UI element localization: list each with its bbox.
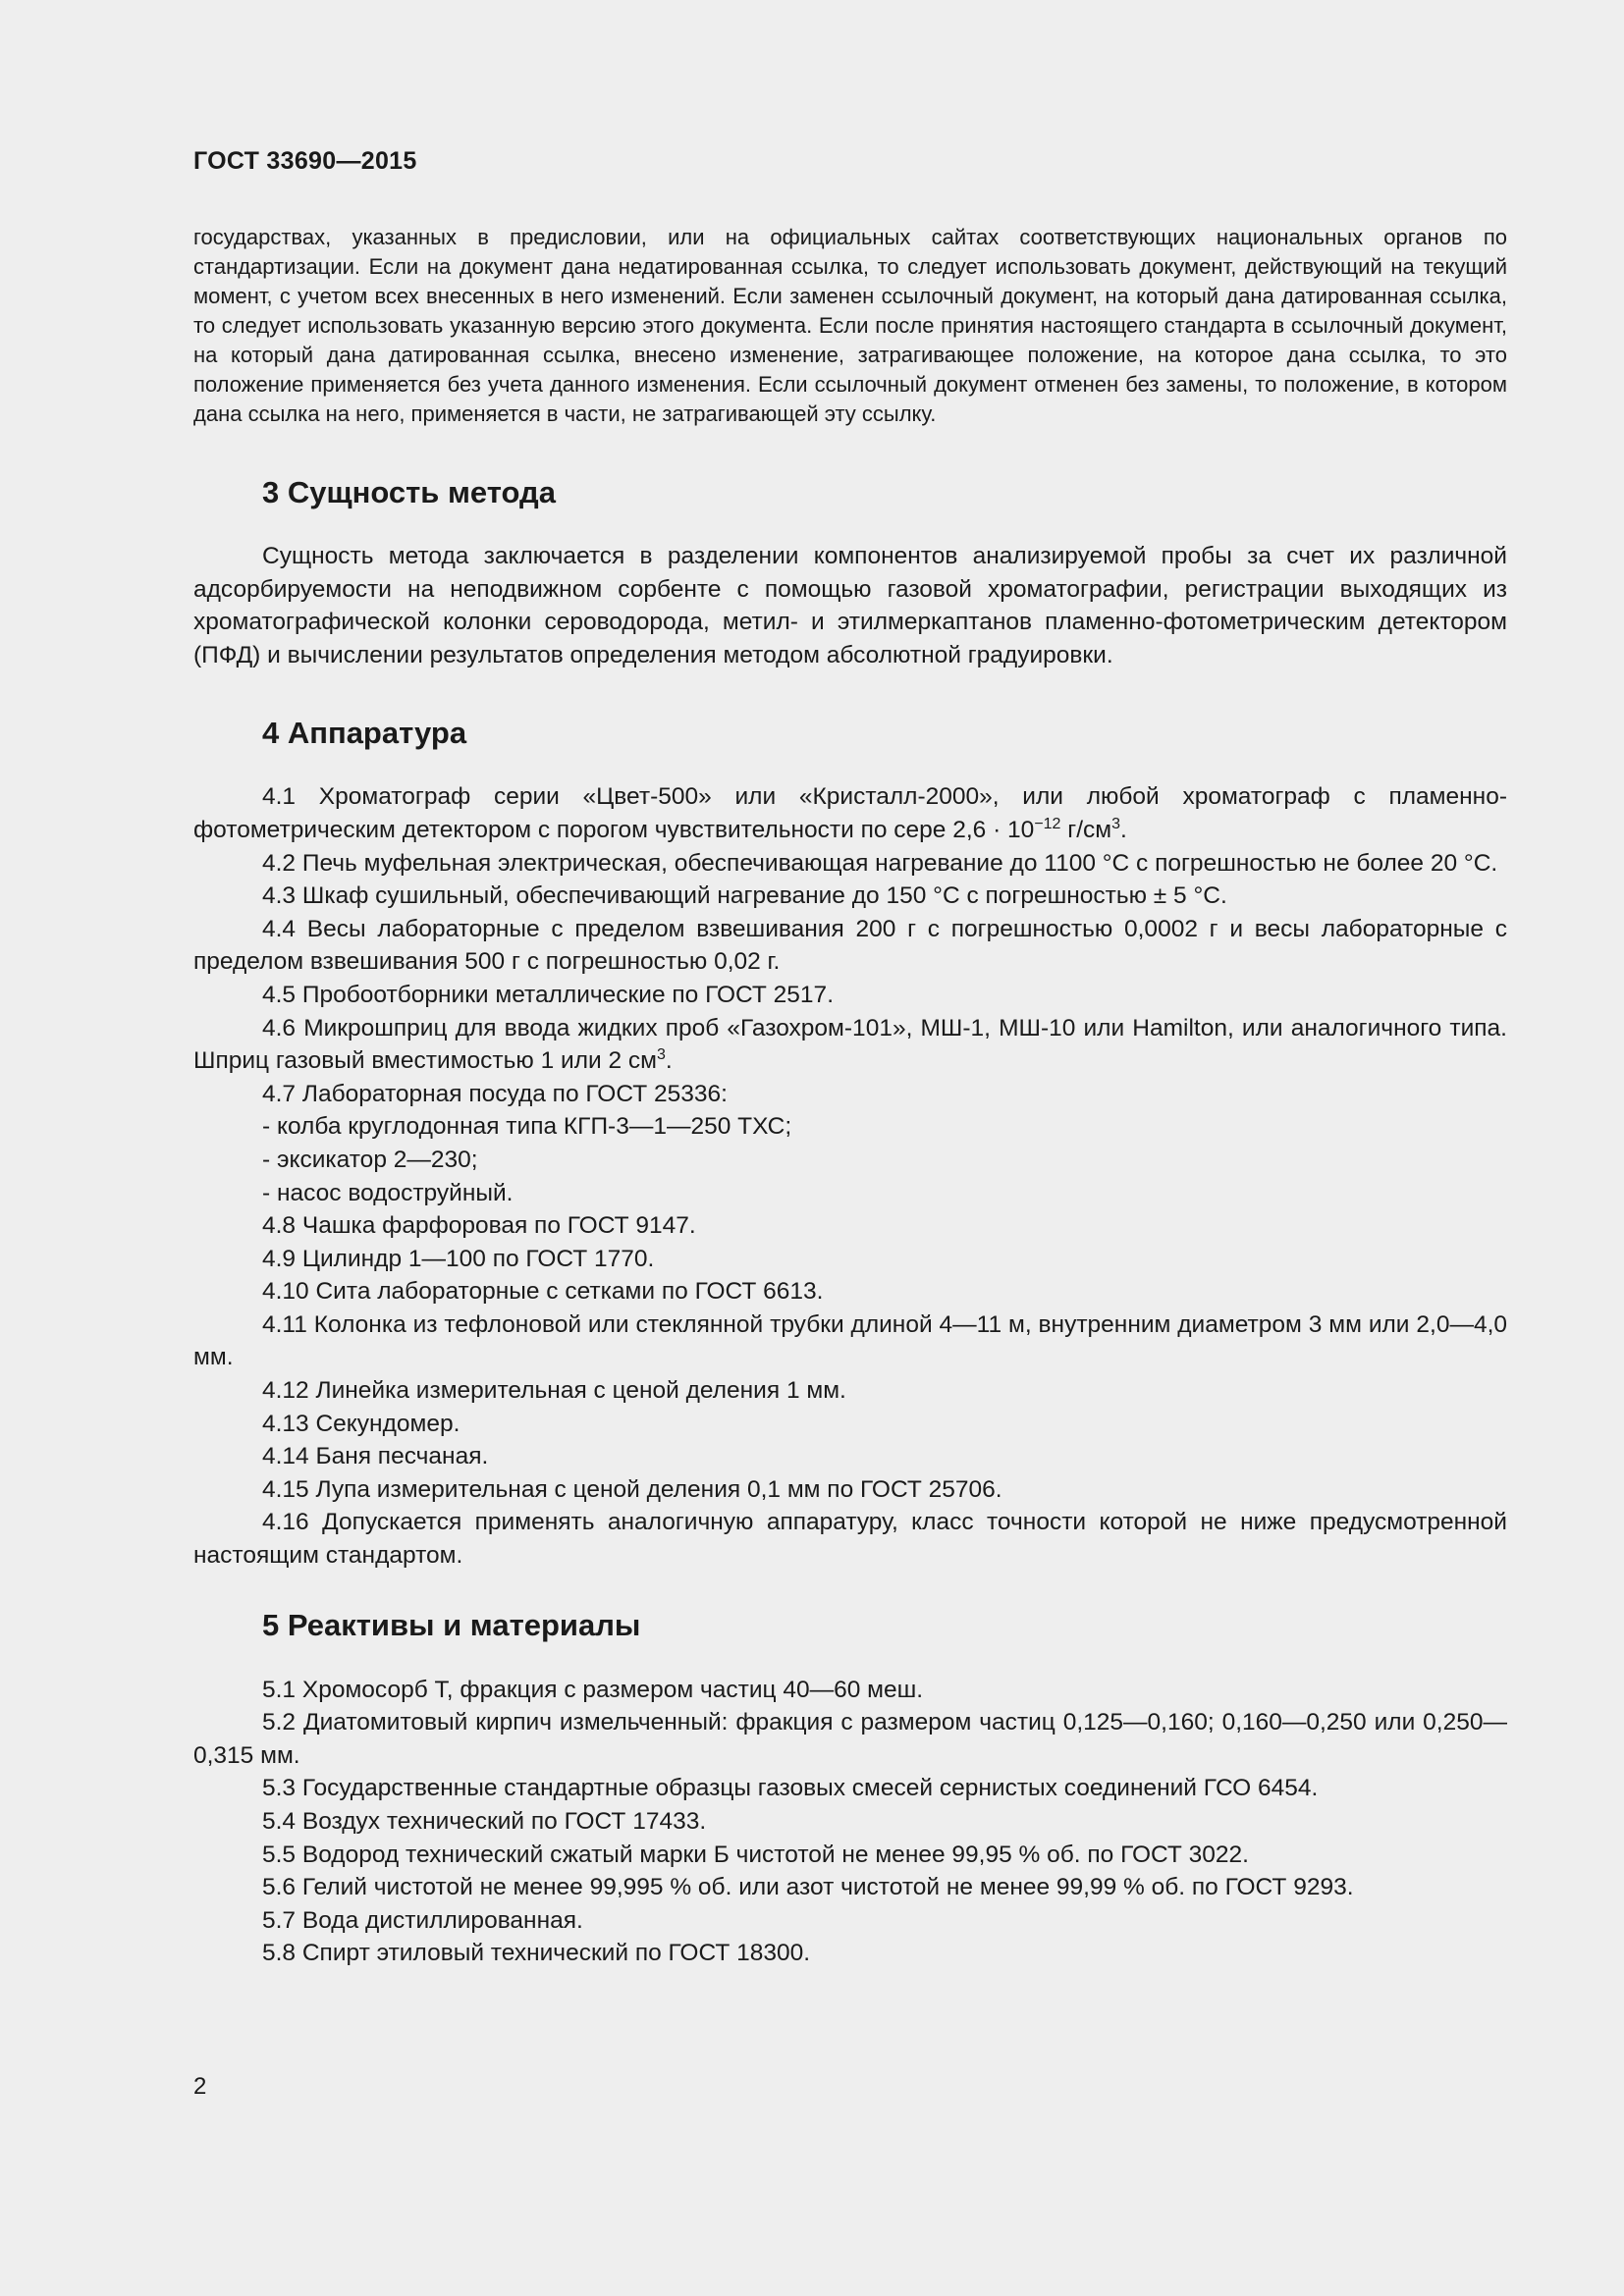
item-4-7-a: - колба круглодонная типа КГП-3—1—250 ТХС; (262, 1113, 792, 1141)
item-5-2: 5.2 Диатомитовый кирпич измельченный: фракция с размером частиц 0,125—0,160; 0,160—0,250 или 0,250—0,315 мм. (193, 1709, 1507, 1769)
item-5-4: 5.4 Воздух технический по ГОСТ 17433. (262, 1808, 707, 1835)
section-5-title: 5 Реактивы и материалы (262, 1607, 641, 1642)
item-4-12: 4.12 Линейка измерительная с ценой деления 1 мм. (262, 1377, 846, 1405)
intro-paragraph: государствах, указанных в предисловии, или на официальных сайтах соответствующих национальных органов по стандартизации. Если на документ дана недатированная ссылка, то следует использовать документ, действующий на текущий момент, с учетом всех внесенных в него изменений. Если заменен ссылочный документ, на который дана датированная ссылка, то следует использовать указанную версию этого документа. Если после принятия настоящего стандарта в ссылочный документ, на который дана датированная ссылка, внесено изменение, затрагивающее положение, на которое дана ссылка, то это положение применяется без учета данного изменения. Если ссылочный документ отменен без замены, то положение, в котором дана ссылка на него, применяется в части, не затрагивающей эту ссылку. (193, 225, 1507, 426)
item-5-8: 5.8 Спирт этиловый технический по ГОСТ 18300. (262, 1940, 811, 1967)
item-4-9: 4.9 Цилиндр 1—100 по ГОСТ 1770. (262, 1245, 655, 1272)
document-code-header: ГОСТ 33690—2015 (193, 147, 417, 175)
item-4-10: 4.10 Сита лабораторные с сетками по ГОСТ 6613. (262, 1278, 824, 1306)
item-4-15: 4.15 Лупа измерительная с ценой деления 0,1 мм по ГОСТ 25706. (262, 1475, 1002, 1503)
item-4-11: 4.11 Колонка из тефлоновой или стеклянной трубки длиной 4—11 м, внутренним диаметром 3 мм или 2,0—4,0 мм. (193, 1310, 1507, 1371)
item-4-1-unit: г/см (1060, 816, 1112, 843)
item-5-6: 5.6 Гелий чистотой не менее 99,995 % об. или азот чистотой не менее 99,99 % об. по ГОСТ 9293. (262, 1874, 1354, 1901)
item-5-7: 5.7 Вода дистиллированная. (262, 1906, 583, 1934)
item-4-8: 4.8 Чашка фарфоровая по ГОСТ 9147. (262, 1212, 696, 1240)
section-3-title: 3 Сущность метода (262, 475, 556, 509)
item-4-6 (193, 1012, 1507, 1078)
item-4-2: 4.2 Печь муфельная электрическая, обеспечивающая нагревание до 1100 °С с погрешностью не более 20 °С. (262, 849, 1498, 877)
item-4-5: 4.5 Пробоотборники металлические по ГОСТ 2517. (262, 981, 834, 1008)
item-4-7: 4.7 Лабораторная посуда по ГОСТ 25336: (262, 1080, 728, 1107)
item-4-7-b: - эксикатор 2—230; (262, 1146, 478, 1173)
page-number: 2 (193, 2073, 207, 2100)
item-4-3: 4.3 Шкаф сушильный, обеспечивающий нагревание до 150 °С с погрешностью ± 5 °С. (262, 882, 1227, 910)
item-4-6-text: 4.6 Микрошприц для ввода жидких проб «Газохром-101», МШ-1, МШ-10 или Hamilton, или аналогичного типа. Шприц газовый вместимостью 1 или 2 см (193, 1014, 1507, 1075)
item-4-1-text: 4.1 Хроматограф серии «Цвет-500» или «Кристалл-2000», или любой хроматограф с пламенно-фотометрическим детектором с порогом чувствительности по сере 2,6 · 10 (193, 783, 1507, 843)
item-4-13: 4.13 Секундомер. (262, 1410, 460, 1437)
item-4-7-c: - насос водоструйный. (262, 1179, 514, 1206)
item-4-1-end: . (1120, 816, 1127, 843)
item-5-3: 5.3 Государственные стандартные образцы газовых смесей сернистых соединений ГСО 6454. (262, 1775, 1319, 1802)
item-4-6-end: . (665, 1047, 673, 1075)
item-5-1: 5.1 Хромосорб Т, фракция с размером частиц 40—60 меш. (262, 1676, 924, 1703)
item-4-16: 4.16 Допускается применять аналогичную аппаратуру, класс точности которой не ниже предусмотренной настоящим стандартом. (193, 1509, 1507, 1570)
page-content (193, 223, 1507, 1970)
section-3-text: Сущность метода заключается в разделении компонентов анализируемой пробы за счет их различной адсорбируемости на неподвижном сорбенте с помощью газовой хроматографии, регистрации выходящих из хроматографической колонки сероводорода, метил- и этилмеркаптанов пламенно-фотометрическим детектором (ПФД) и вычислении результатов определения методом абсолютной градуировки. (193, 543, 1507, 668)
item-4-14: 4.14 Баня песчаная. (262, 1443, 489, 1470)
item-4-4: 4.4 Весы лабораторные с пределом взвешивания 200 г с погрешностью 0,0002 г и весы лабораторные с пределом взвешивания 500 г с погрешностью 0,02 г. (193, 915, 1507, 976)
item-5-5: 5.5 Водород технический сжатый марки Б чистотой не менее 99,95 % об. по ГОСТ 3022. (262, 1841, 1249, 1868)
item-4-1-unit-exponent: 3 (1111, 815, 1121, 832)
item-4-6-unit-exponent: 3 (657, 1045, 666, 1063)
item-4-1-exponent: −12 (1034, 815, 1061, 832)
item-4-1 (193, 780, 1507, 846)
section-4-title: 4 Аппаратура (262, 716, 467, 751)
